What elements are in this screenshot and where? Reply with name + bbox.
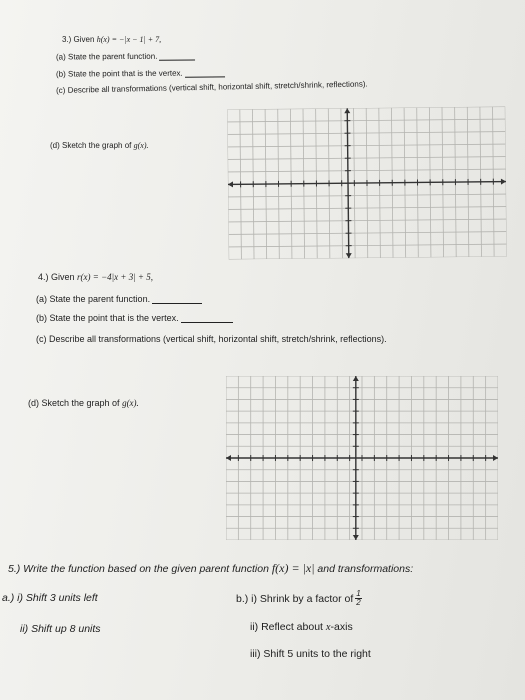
problem5-header-suffix: and transformations:	[314, 563, 414, 575]
problem4-header	[38, 272, 153, 282]
problem4-part-c	[36, 334, 387, 344]
problem4-part-a-text: (a) State the parent function.	[36, 294, 151, 304]
problem5-a-ii	[20, 623, 101, 635]
problem5-parent-function: f(x) = |x|	[271, 561, 315, 575]
problem4-part-d-function: g(x).	[122, 398, 139, 408]
problem3-coordinate-grid[interactable]	[227, 107, 507, 260]
problem3-function: h(x) = −|x − 1| + 7,	[96, 35, 162, 44]
problem3-part-d	[50, 141, 149, 150]
problem5-b-i	[236, 590, 362, 607]
problem4-graph-grid[interactable]	[226, 376, 498, 545]
y-axis-arrow-up	[344, 108, 350, 113]
x-axis-arrow-right	[493, 455, 498, 461]
problem3-part-a-text: (a) State the parent function.	[55, 51, 158, 62]
problem4-part-a-answer-line[interactable]	[152, 295, 202, 304]
problem3-part-b-answer-line[interactable]	[185, 68, 225, 77]
problem3-part-a	[56, 52, 195, 62]
problem4-function: r(x) = −4|x + 3| + 5,	[77, 272, 153, 282]
problem4-part-c-text: (c) Describe all transformations (vertical shift, horizontal shift, stretch/shrink, reflections).	[36, 334, 387, 344]
x-axis-arrow-right	[501, 179, 506, 185]
problem5-a-i-text: a.) i) Shift 3 units left	[2, 592, 98, 604]
fraction-denominator: 2	[356, 598, 361, 607]
problem5-b-ii	[250, 621, 353, 633]
problem3-part-d-text: (d) Sketch the graph of	[50, 141, 134, 150]
problem5-header-text: 5.) Write the function based on the given parent function	[8, 563, 272, 575]
problem4-part-b	[36, 313, 233, 323]
problem3-part-b	[56, 68, 225, 78]
problem5-a-i	[2, 592, 98, 604]
problem3-header-label: 3.) Given	[62, 35, 97, 44]
problem4-part-b-answer-line[interactable]	[181, 314, 233, 323]
problem5-b-iii-text: iii) Shift 5 units to the right	[250, 648, 371, 660]
fraction-numerator: 1	[356, 589, 361, 598]
problem5-b-i-text: b.) i) Shrink by a factor of	[236, 592, 354, 605]
problem5-b-iii	[250, 648, 371, 660]
problem4-coordinate-grid[interactable]	[226, 376, 498, 540]
problem5-b-ii-text: ii) Reflect about	[250, 621, 326, 633]
problem4-part-a	[36, 294, 202, 304]
problem3-header	[62, 35, 161, 44]
problem5-a-ii-text: ii) Shift up 8 units	[20, 623, 101, 635]
problem5-b-ii-suffix: -axis	[330, 621, 353, 633]
problem4-header-label: 4.) Given	[38, 272, 78, 282]
problem4-part-b-text: (b) State the point that is the vertex.	[36, 313, 179, 323]
problem3-graph-grid[interactable]	[227, 107, 507, 265]
problem3-part-d-function: g(x).	[133, 141, 149, 150]
x-axis-arrow-left	[226, 455, 231, 461]
problem5-b-ii-var: x	[325, 622, 331, 633]
y-axis-arrow-down	[353, 535, 359, 540]
problem3-part-b-text: (b) State the point that is the vertex.	[55, 68, 183, 79]
problem5-fraction	[355, 590, 361, 607]
y-axis-arrow-up	[353, 376, 359, 381]
y-axis-arrow-down	[346, 253, 352, 258]
problem4-part-d	[28, 398, 139, 408]
x-axis-arrow-left	[228, 181, 233, 187]
problem3-part-a-answer-line[interactable]	[159, 52, 195, 61]
problem3-part-c-text: (c) Describe all transformations (vertical shift, horizontal shift, stretch/shrink, reflections).	[56, 79, 368, 95]
problem4-part-d-text: (d) Sketch the graph of	[28, 398, 123, 408]
problem3-part-c	[56, 79, 368, 95]
problem5-header	[8, 561, 413, 576]
